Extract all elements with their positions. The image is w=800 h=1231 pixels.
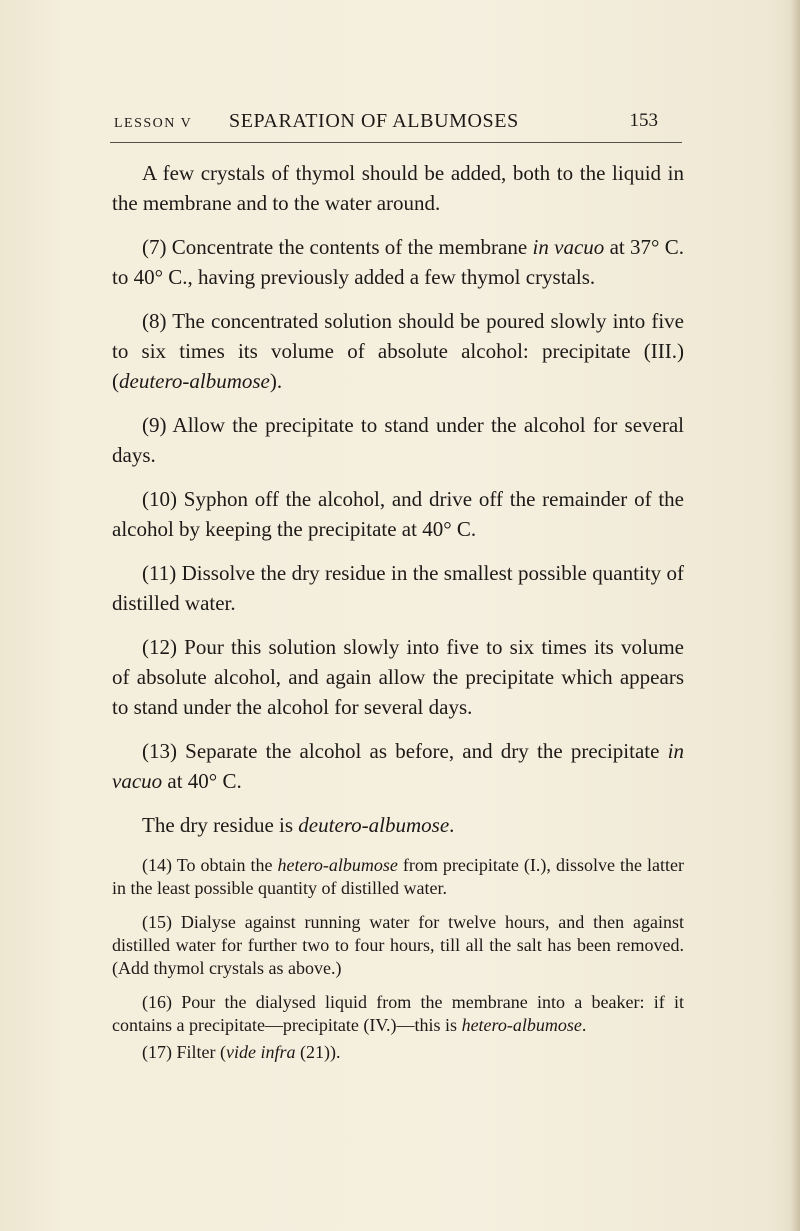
paragraph-step-8: (8) The concentrated solution should be poured slowly into five to six times its volume of absolute alcohol: precipitate (III.) (deutero-albumose).	[112, 309, 684, 393]
paragraph-dry-residue: The dry residue is deutero-albumose.	[142, 813, 455, 837]
paragraph-step-17: (17) Filter (vide infra (21)).	[142, 1042, 341, 1062]
page-number: 153	[629, 110, 658, 131]
paragraph-step-15: (15) Dialyse against running water for twelve hours, and then against distilled water for further two to four hours, till all the salt has been removed. (Add thymol crystals as above.)	[112, 912, 684, 978]
header-title: SEPARATION OF ALBUMOSES	[229, 110, 519, 132]
header-rule	[110, 142, 682, 143]
page-edge-shadow	[790, 0, 800, 1231]
paragraph-step-12: (12) Pour this solution slowly into five to six times its volume of absolute alcohol, and again allow the precipitate which appears to stand under the alcohol for several days.	[112, 635, 684, 719]
text-body	[112, 158, 684, 1075]
paragraph-step-11: (11) Dissolve the dry residue in the smallest possible quantity of distilled water.	[112, 561, 684, 615]
running-header	[114, 110, 658, 136]
paragraph-thymol: A few crystals of thymol should be added, both to the liquid in the membrane and to the water around.	[112, 161, 684, 215]
paragraph-step-7: (7) Concentrate the contents of the membrane in vacuo at 37° C. to 40° C., having previously added a few thymol crystals.	[112, 235, 684, 289]
header-lesson: LESSON V	[114, 116, 193, 131]
paragraph-step-9: (9) Allow the precipitate to stand under the alcohol for several days.	[112, 413, 684, 467]
paragraph-step-16: (16) Pour the dialysed liquid from the membrane into a beaker: if it contains a precipitate—precipitate (IV.)—this is hetero-albumose.	[112, 992, 684, 1035]
paragraph-step-14: (14) To obtain the hetero-albumose from precipitate (I.), dissolve the latter in the least possible quantity of distilled water.	[112, 855, 684, 898]
paragraph-step-10: (10) Syphon off the alcohol, and drive off the remainder of the alcohol by keeping the precipitate at 40° C.	[112, 487, 684, 541]
paragraph-step-13: (13) Separate the alcohol as before, and dry the precipitate in vacuo at 40° C.	[112, 739, 684, 793]
